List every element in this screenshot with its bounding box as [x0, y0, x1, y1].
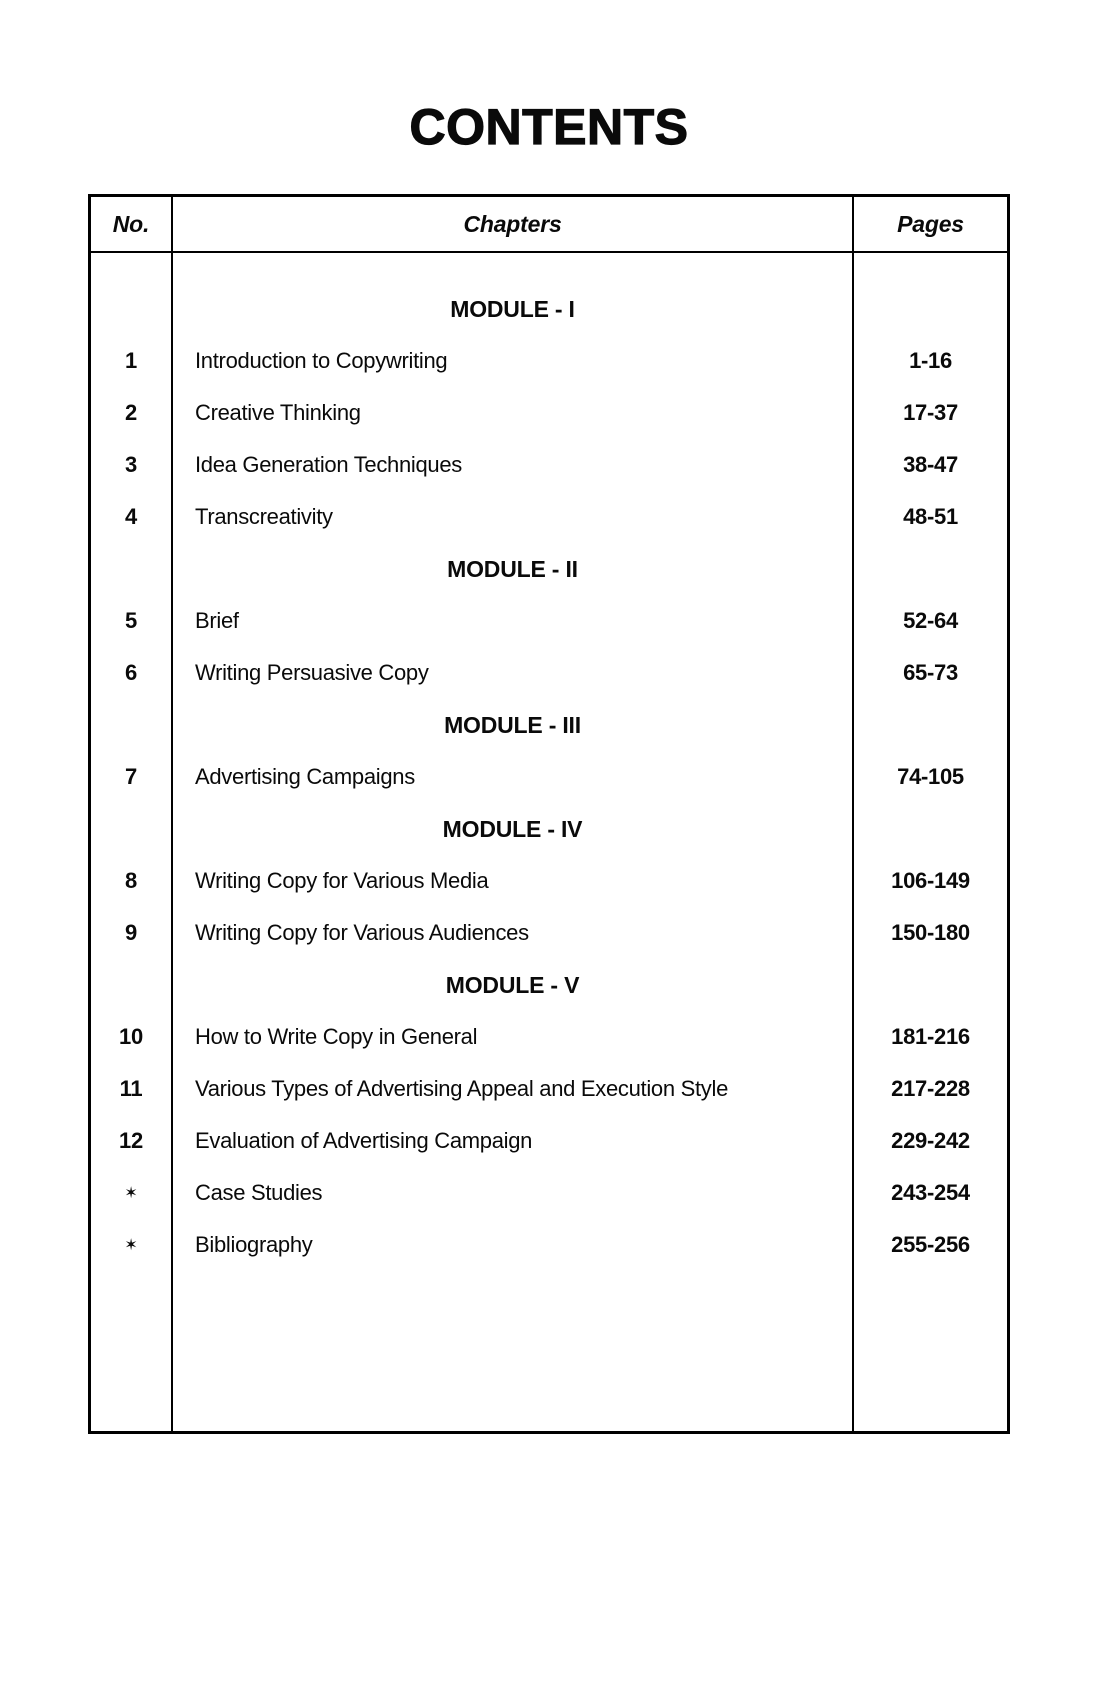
chapter-pages-cell-text: 181-216	[891, 1024, 970, 1049]
chapter-title-cell	[173, 387, 852, 439]
table-top-spacer	[91, 253, 1007, 283]
chapter-number-cell-text: 7	[124, 764, 138, 789]
chapter-title-cell	[173, 491, 852, 543]
chapter-number-cell-text: ✶	[124, 1185, 138, 1202]
chapter-number-cell-text: 5	[124, 608, 138, 633]
chapter-row	[91, 439, 1007, 491]
chapter-number-cell	[91, 439, 173, 491]
module-row	[91, 283, 1007, 335]
page-title: CONTENTS	[409, 99, 689, 155]
chapter-row	[91, 387, 1007, 439]
module-pages-cell	[852, 283, 1007, 335]
spacer-pages-cell	[852, 1271, 1007, 1431]
table-bottom-spacer	[91, 1271, 1007, 1431]
chapter-pages-cell	[852, 595, 1007, 647]
table-header-row	[91, 197, 1007, 253]
chapter-number-cell-text: 10	[118, 1024, 144, 1049]
chapter-title-cell	[173, 751, 852, 803]
chapter-number-cell	[91, 1167, 173, 1219]
chapter-pages-cell-text: 1-16	[909, 348, 952, 373]
chapter-number-cell-text: 1	[124, 348, 138, 373]
spacer-no-cell	[91, 1271, 173, 1431]
chapter-pages-cell	[852, 1011, 1007, 1063]
chapter-number-cell	[91, 1115, 173, 1167]
chapter-pages-cell-text: 106-149	[891, 868, 970, 893]
chapter-pages-cell	[852, 855, 1007, 907]
module-heading-text: MODULE - V	[445, 971, 580, 998]
chapter-title-cell-text: Various Types of Advertising Appeal and Execution Style	[195, 1076, 729, 1101]
chapter-pages-cell	[852, 1219, 1007, 1271]
chapter-row	[91, 751, 1007, 803]
chapter-row	[91, 491, 1007, 543]
chapter-pages-cell-text: 17-37	[903, 400, 958, 425]
chapter-title-cell-text: Introduction to Copywriting	[195, 348, 448, 373]
page-content	[88, 0, 1010, 1434]
chapter-row	[91, 595, 1007, 647]
chapter-pages-cell-text: 48-51	[903, 504, 958, 529]
chapter-number-cell-text: 11	[119, 1076, 143, 1101]
module-pages-cell	[852, 959, 1007, 1011]
module-row	[91, 699, 1007, 751]
chapter-number-cell	[91, 1063, 173, 1115]
chapter-pages-cell-text: 229-242	[891, 1128, 970, 1153]
chapter-pages-cell-text: 243-254	[891, 1180, 970, 1205]
chapter-row	[91, 907, 1007, 959]
chapter-pages-cell	[852, 439, 1007, 491]
module-heading-text: MODULE - III	[444, 711, 581, 738]
chapter-title-cell-text: Bibliography	[195, 1232, 313, 1257]
chapter-title-cell	[173, 907, 852, 959]
toc-body	[91, 253, 1007, 1431]
chapter-title-cell-text: Idea Generation Techniques	[195, 452, 462, 477]
bullet-row	[91, 1167, 1007, 1219]
chapter-row	[91, 335, 1007, 387]
header-pages: Pages	[852, 197, 1007, 251]
chapter-number-cell	[91, 595, 173, 647]
chapter-number-cell-text: 2	[124, 400, 138, 425]
chapter-pages-cell-text: 150-180	[891, 920, 970, 945]
module-no-cell	[91, 283, 173, 335]
chapter-row	[91, 647, 1007, 699]
header-no: No.	[91, 197, 173, 251]
module-row	[91, 959, 1007, 1011]
chapter-title-cell-text: Creative Thinking	[195, 400, 361, 425]
chapter-number-cell-text: 3	[124, 452, 138, 477]
spacer-title-cell	[173, 1271, 852, 1431]
chapter-title-cell	[173, 439, 852, 491]
module-no-cell	[91, 543, 173, 595]
chapter-pages-cell	[852, 387, 1007, 439]
chapter-number-cell-text: 12	[118, 1128, 144, 1153]
spacer-pages-cell	[852, 253, 1007, 283]
toc-table	[88, 194, 1010, 1434]
chapter-number-cell	[91, 1011, 173, 1063]
chapter-row	[91, 1115, 1007, 1167]
chapter-row	[91, 1011, 1007, 1063]
chapter-pages-cell-text: 38-47	[903, 452, 958, 477]
chapter-pages-cell	[852, 1167, 1007, 1219]
chapter-title-cell	[173, 1115, 852, 1167]
chapter-title-cell-text: Evaluation of Advertising Campaign	[195, 1128, 533, 1153]
chapter-row	[91, 1063, 1007, 1115]
chapter-title-cell-text: Writing Persuasive Copy	[195, 660, 429, 685]
chapter-title-cell-text: Writing Copy for Various Media	[195, 868, 489, 893]
chapter-title-cell	[173, 335, 852, 387]
spacer-no-cell	[91, 253, 173, 283]
module-no-cell	[91, 699, 173, 751]
header-chapters: Chapters	[463, 210, 562, 237]
module-row	[91, 803, 1007, 855]
chapter-number-cell	[91, 335, 173, 387]
spacer-title-cell	[173, 253, 852, 283]
chapter-title-cell	[173, 647, 852, 699]
module-pages-cell	[852, 699, 1007, 751]
chapter-title-cell	[173, 1011, 852, 1063]
module-row	[91, 543, 1007, 595]
chapter-number-cell-text: 9	[124, 920, 138, 945]
chapter-title-cell-text: Case Studies	[195, 1180, 323, 1205]
module-heading	[173, 543, 852, 595]
module-heading-text: MODULE - IV	[442, 815, 583, 842]
module-heading	[173, 959, 852, 1011]
chapter-pages-cell-text: 74-105	[897, 764, 964, 789]
chapter-title-cell	[173, 1167, 852, 1219]
chapter-number-cell	[91, 855, 173, 907]
chapter-number-cell-text: 8	[124, 868, 138, 893]
chapter-number-cell	[91, 907, 173, 959]
module-no-cell	[91, 803, 173, 855]
chapter-pages-cell	[852, 491, 1007, 543]
chapter-pages-cell-text: 217-228	[891, 1076, 970, 1101]
chapter-pages-cell-text: 65-73	[903, 660, 958, 685]
chapter-number-cell	[91, 1219, 173, 1271]
chapter-title-cell	[173, 1063, 852, 1115]
chapter-number-cell-text: ✶	[124, 1237, 138, 1254]
chapter-number-cell	[91, 751, 173, 803]
chapter-number-cell-text: 4	[124, 504, 138, 529]
chapter-title-cell-text: Writing Copy for Various Audiences	[195, 920, 529, 945]
chapter-number-cell-text: 6	[124, 660, 138, 685]
module-pages-cell	[852, 543, 1007, 595]
module-pages-cell	[852, 803, 1007, 855]
chapter-number-cell	[91, 491, 173, 543]
module-heading	[173, 803, 852, 855]
module-heading-text: MODULE - II	[447, 555, 578, 582]
chapter-title-cell-text: Transcreativity	[195, 504, 333, 529]
module-no-cell	[91, 959, 173, 1011]
chapter-number-cell	[91, 387, 173, 439]
chapter-title-cell-text: Brief	[195, 608, 239, 633]
module-heading-text: MODULE - I	[450, 295, 575, 322]
chapter-pages-cell	[852, 1115, 1007, 1167]
chapter-pages-cell	[852, 647, 1007, 699]
chapter-pages-cell	[852, 907, 1007, 959]
chapter-pages-cell	[852, 751, 1007, 803]
chapter-row	[91, 855, 1007, 907]
chapter-pages-cell	[852, 335, 1007, 387]
chapter-pages-cell-text: 255-256	[891, 1232, 970, 1257]
chapter-title-cell	[173, 1219, 852, 1271]
module-heading	[173, 283, 852, 335]
chapter-number-cell	[91, 647, 173, 699]
chapter-pages-cell-text: 52-64	[903, 608, 958, 633]
chapter-pages-cell	[852, 1063, 1007, 1115]
chapter-title-cell-text: Advertising Campaigns	[195, 764, 415, 789]
module-heading	[173, 699, 852, 751]
bullet-row	[91, 1219, 1007, 1271]
chapter-title-cell-text: How to Write Copy in General	[195, 1024, 478, 1049]
chapter-title-cell	[173, 855, 852, 907]
chapter-title-cell	[173, 595, 852, 647]
